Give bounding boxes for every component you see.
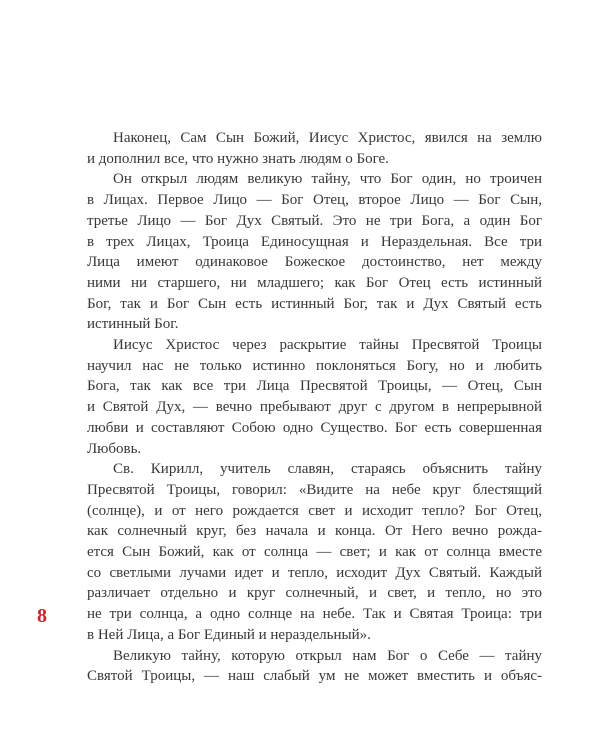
paragraph-3-line-2: научил нас не только истинно поклоняться Богу, но и любить bbox=[87, 357, 542, 374]
body-text bbox=[87, 128, 542, 687]
paragraph-4-line-3: (солнце), и от него рождается свет и исходит тепло? Бог Отец, bbox=[87, 502, 542, 519]
paragraph-2-line-5: Лица имеют одинаковое Божеское достоинство, нет между bbox=[87, 254, 542, 271]
paragraph-2-line-4: в трех Лицах, Троица Единосущная и Нераздельная. Все три bbox=[87, 233, 542, 250]
paragraph-2-line-3: третье Лицо — Бог Дух Святый. Это не три Бога, а один Бог bbox=[87, 212, 542, 229]
paragraph-2-line-8: истинный Бог. bbox=[87, 316, 179, 333]
page-number: 8 bbox=[37, 605, 47, 627]
paragraph-4-line-4: как солнечный круг, без начала и конца. От Него вечно рожда- bbox=[87, 523, 542, 540]
paragraph-4-line-7: различает отдельно и круг солнечный, и свет, и тепло, но это bbox=[87, 585, 542, 602]
paragraph-2-line-6: ними ни старшего, ни младшего; как Бог Отец есть истинный bbox=[87, 274, 542, 291]
paragraph-4-line-1: Св. Кирилл, учитель славян, стараясь объяснить тайну bbox=[113, 461, 542, 478]
paragraph-2-line-2: в Лицах. Первое Лицо — Бог Отец, второе Лицо — Бог Сын, bbox=[87, 192, 542, 209]
paragraph-3-line-6: Любовь. bbox=[87, 440, 142, 457]
paragraph-1-line-1: Наконец, Сам Сын Божий, Иисус Христос, явился на землю bbox=[113, 130, 542, 146]
paragraph-3-line-1: Иисус Христос через раскрытие тайны Пресвятой Троицы bbox=[113, 337, 542, 354]
paragraph-4-line-2: Пресвятой Троицы, говорил: «Видите на небе круг блестящий bbox=[87, 481, 542, 498]
paragraph-5-line-2: Святой Троицы, — наш слабый ум не может вместить и объяс- bbox=[87, 668, 542, 685]
paragraph-3-line-5: любви и составляют Собою одно Существо. Бог есть совершенная bbox=[87, 419, 542, 436]
paragraph-4-line-8: не три солнца, а одно солнце на небе. Так и Святая Троица: три bbox=[87, 606, 542, 623]
paragraph-1-line-2: и дополнил все, что нужно знать людям о Боге. bbox=[87, 150, 389, 167]
paragraph-4-line-9: в Ней Лица, а Бог Единый и нераздельный». bbox=[87, 626, 371, 643]
paragraph-2-line-7: Бог, так и Бог Сын есть истинный Бог, так и Дух Святый есть bbox=[87, 295, 542, 312]
paragraph-3-line-3: Бога, так как все три Лица Пресвятой Троицы, — Отец, Сын bbox=[87, 378, 542, 395]
paragraph-5-line-1: Великую тайну, которую открыл нам Бог о Себе — тайну bbox=[113, 647, 542, 664]
paragraph-4-line-6: со светлыми лучами идет и тепло, исходит Дух Святый. Каждый bbox=[87, 564, 542, 581]
paragraph-3-line-4: и Святой Дух, — вечно пребывают друг с другом в непрерывной bbox=[87, 399, 542, 416]
paragraph-2-line-1: Он открыл людям великую тайну, что Бог один, но троичен bbox=[113, 171, 542, 188]
paragraph-4-line-5: ется Сын Божий, как от солнца — свет; и как от солнца вместе bbox=[87, 544, 542, 561]
